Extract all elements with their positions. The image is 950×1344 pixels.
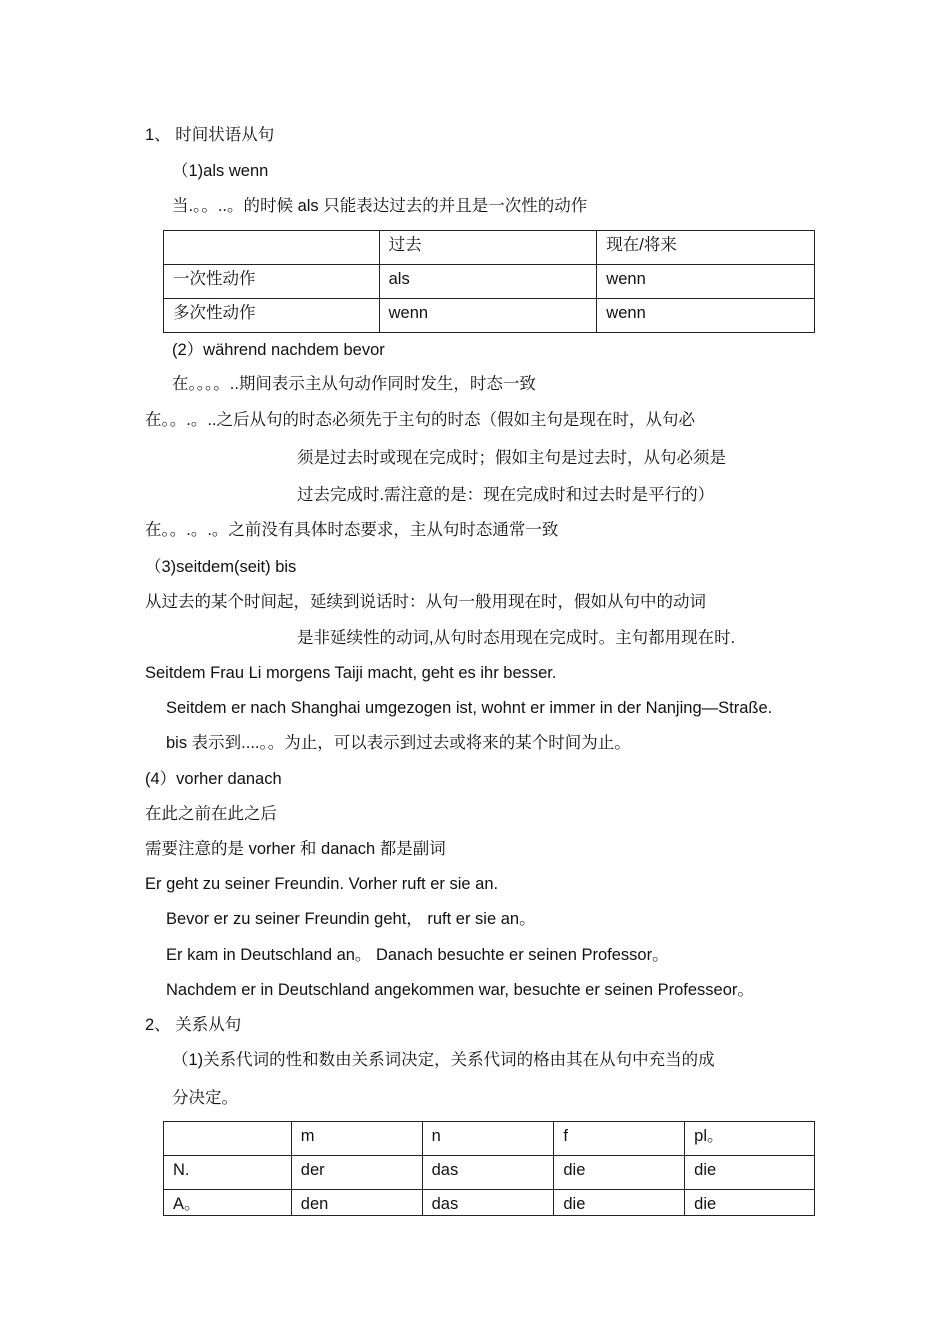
table-row	[164, 265, 815, 299]
relative-pronoun-line-1: （1)关系代词的性和数由关系词决定，关系代词的格由其在从句中充当的成	[172, 1051, 715, 1069]
table-cell: 多次性动作	[164, 299, 380, 333]
table-cell	[164, 1122, 292, 1156]
table-cell: m	[291, 1122, 422, 1156]
vorher-line-2: 需要注意的是 vorher 和 danach 都是副词	[145, 840, 446, 858]
table-cell: 过去	[379, 231, 597, 265]
table-cell: die	[685, 1156, 815, 1190]
table-cell: die	[685, 1190, 815, 1216]
waehrend-heading: (2）während nachdem bevor	[172, 341, 385, 359]
section2-heading: 2、 关系从句	[145, 1016, 242, 1034]
waehrend-line-1: 在。。。。..期间表示主从句动作同时发生，时态一致	[172, 375, 536, 393]
table-cell: 现在/将来	[597, 231, 815, 265]
als-wenn-heading: （1)als wenn	[172, 162, 269, 180]
table-cell: die	[554, 1190, 685, 1216]
table-header-row	[164, 231, 815, 265]
table-cell: die	[554, 1156, 685, 1190]
seitdem-example-2: Seitdem er nach Shanghai umgezogen ist, wohnt er immer in der Nanjing—Straße.	[166, 699, 773, 717]
bevor-line: 在。。.。.。之前没有具体时态要求，主从句时态通常一致	[145, 521, 559, 539]
nachdem-line-1: 在。。.。..之后从句的时态必须先于主句的时态（假如主句是现在时，从句必	[145, 411, 696, 429]
table-cell: A。	[164, 1190, 292, 1216]
vorher-example-4: Nachdem er in Deutschland angekommen war, besuchte er seinen Professeor。	[166, 981, 754, 999]
table-cell: als	[379, 265, 597, 299]
seitdem-example-1: Seitdem Frau Li morgens Taiji macht, geht es ihr besser.	[145, 664, 557, 682]
vorher-example-1: Er geht zu seiner Freundin. Vorher ruft er sie an.	[145, 875, 499, 893]
relative-pronoun-line-2: 分决定。	[172, 1089, 238, 1107]
seitdem-heading: （3)seitdem(seit) bis	[145, 558, 297, 576]
table-cell: wenn	[597, 299, 815, 333]
table-cell: wenn	[379, 299, 597, 333]
table-cell: das	[422, 1156, 554, 1190]
als-wenn-table	[163, 230, 815, 333]
table-row	[164, 299, 815, 333]
vorher-example-2: Bevor er zu seiner Freundin geht， ruft er sie an。	[166, 910, 536, 928]
table-cell: 一次性动作	[164, 265, 380, 299]
section1-heading: 1、 时间状语从句	[145, 126, 275, 144]
vorher-example-3: Er kam in Deutschland an。 Danach besuchte er seinen Professor。	[166, 946, 669, 964]
als-wenn-text: 当.。。..。的时候 als 只能表达过去的并且是一次性的动作	[172, 197, 588, 215]
nachdem-line-2: 须是过去时或现在完成时；假如主句是过去时，从句必须是	[297, 449, 726, 467]
seitdem-line-2: 是非延续性的动词,从句时态用现在完成时。主句都用现在时.	[297, 629, 736, 647]
table-cell: n	[422, 1122, 554, 1156]
table-cell	[164, 231, 380, 265]
table-header-row	[164, 1122, 815, 1156]
table-row	[164, 1156, 815, 1190]
table-cell: der	[291, 1156, 422, 1190]
table-cell: das	[422, 1190, 554, 1216]
nachdem-line-3: 过去完成时.需注意的是：现在完成时和过去时是平行的）	[297, 486, 715, 504]
table-cell: N.	[164, 1156, 292, 1190]
vorher-line-1: 在此之前在此之后	[145, 805, 277, 823]
table-cell: wenn	[597, 265, 815, 299]
vorher-heading: (4）vorher danach	[145, 770, 282, 788]
relative-pronoun-table	[163, 1121, 815, 1216]
table-cell: pl。	[685, 1122, 815, 1156]
bis-line: bis 表示到....。。为止，可以表示到过去或将来的某个时间为止。	[166, 734, 631, 752]
table-cell: den	[291, 1190, 422, 1216]
seitdem-line-1: 从过去的某个时间起，延续到说话时：从句一般用现在时，假如从句中的动词	[145, 593, 706, 611]
table-row	[164, 1190, 815, 1216]
table-cell: f	[554, 1122, 685, 1156]
